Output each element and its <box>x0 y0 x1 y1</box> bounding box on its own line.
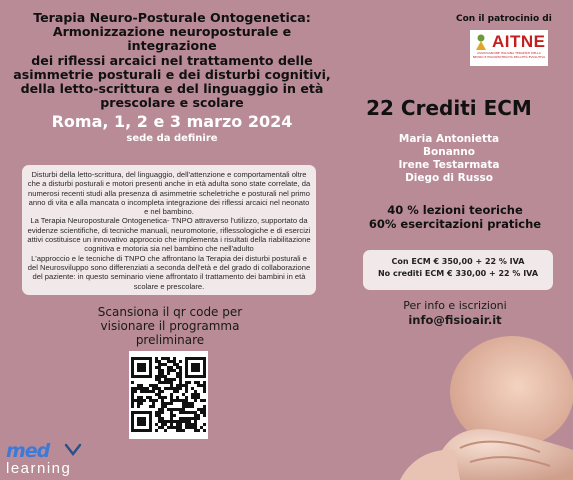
course-venue: sede da definire <box>126 133 218 144</box>
qr-code-icon[interactable] <box>129 351 208 439</box>
contact-label: Per info e iscrizioni <box>403 299 507 312</box>
qr-caption-line: Scansiona il qr code per <box>97 305 243 319</box>
title-line: dei riflessi arcaici nel trattamento delle <box>31 52 313 68</box>
logo-learning-text: learning <box>6 460 72 477</box>
qr-caption-line: visionare il programma <box>100 319 240 333</box>
price-without-ecm: No crediti ECM € 330,00 + 22 % IVA <box>377 269 539 278</box>
description-paragraph: Disturbi della letto-scrittura, del linguaggio, dell'attenzione e comportamentali oltre che a disturbi posturali e motori presenti anche in età adulta sono state correlate, da numerosi recenti studi alla presenza di asimmetrie scheletriche e posturali nel primo anno di vita e alla mancata o incompleta integrazione dei riflessi arcaici nel neonato e nel bambino. <box>27 170 311 217</box>
contact-email[interactable]: info@fisioair.it <box>408 313 502 327</box>
description-paragraph: L'approccio e le tecniche di TNPO che affrontano la Terapia dei disturbi posturali e del Neurosviluppo sono differenziati a seconda dell'età e del grado di collaborazione del paziente: in questo seminario viene affrontato il trattamento dei bambini in età scolare e prescolare. <box>27 253 311 291</box>
authors-list <box>374 133 524 185</box>
lesson-split <box>360 203 550 231</box>
course-title <box>12 11 332 110</box>
baby-head-image <box>400 330 573 480</box>
qr-code-graphic <box>129 351 208 439</box>
title-line: Terapia Neuro-Posturale Ontogenetica: <box>33 10 311 25</box>
med-learning-logo <box>4 440 84 478</box>
author-name: Diego di Russo <box>405 172 493 184</box>
description-paragraph: La Terapia Neuroposturale Ontogenetica- TNPO attraverso l'utilizzo, supportato da evidenze scientifiche, di tecniche manuali, neuromotorie, riflessologiche e di esercizi attivi costituisce un innovativo approccio che implementa i risultati della riabilitazione cognitiva e motoria sia nel bambino che nell'adulto <box>27 216 311 254</box>
title-line: della letto-scrittura e del linguaggio in età <box>20 81 324 97</box>
title-line: Armonizzazione neuroposturale e integrazione <box>52 24 292 54</box>
price-with-ecm: Con ECM € 350,00 + 22 % IVA <box>391 257 525 266</box>
price-box <box>363 250 553 290</box>
ecm-credits: 22 Crediti ECM <box>366 96 532 120</box>
qr-caption <box>70 305 270 347</box>
title-line: asimmetrie posturali e dei disturbi cognitivi, <box>13 66 331 82</box>
aitne-emblem-icon <box>473 33 489 51</box>
aitne-name: AITNE <box>492 32 546 51</box>
aitne-subtitle: ASSOCIAZIONE ITALIANA TERAPISTI DELLA NEURO E PSICOMOTRICITÀ DELL'ETÀ EVOLUTIVA <box>472 51 546 59</box>
baby-photo <box>400 330 573 480</box>
course-dates: Roma, 1, 2 e 3 marzo 2024 <box>51 112 293 131</box>
logo-arrow-icon <box>64 442 82 458</box>
aitne-logo <box>470 30 548 66</box>
qr-caption-line: preliminare <box>135 333 205 347</box>
patronage-label: Con il patrocinio di <box>456 14 552 24</box>
title-line: prescolare e scolare <box>100 95 244 111</box>
theory-share: 40 % lezioni teoriche <box>387 203 523 217</box>
author-name: Irene Testarmata <box>398 159 500 171</box>
practice-share: 60% esercitazioni pratiche <box>368 217 542 231</box>
logo-med-text: med <box>6 440 50 462</box>
description-box <box>22 165 316 295</box>
author-name: Maria Antonietta Bonanno <box>398 133 500 158</box>
